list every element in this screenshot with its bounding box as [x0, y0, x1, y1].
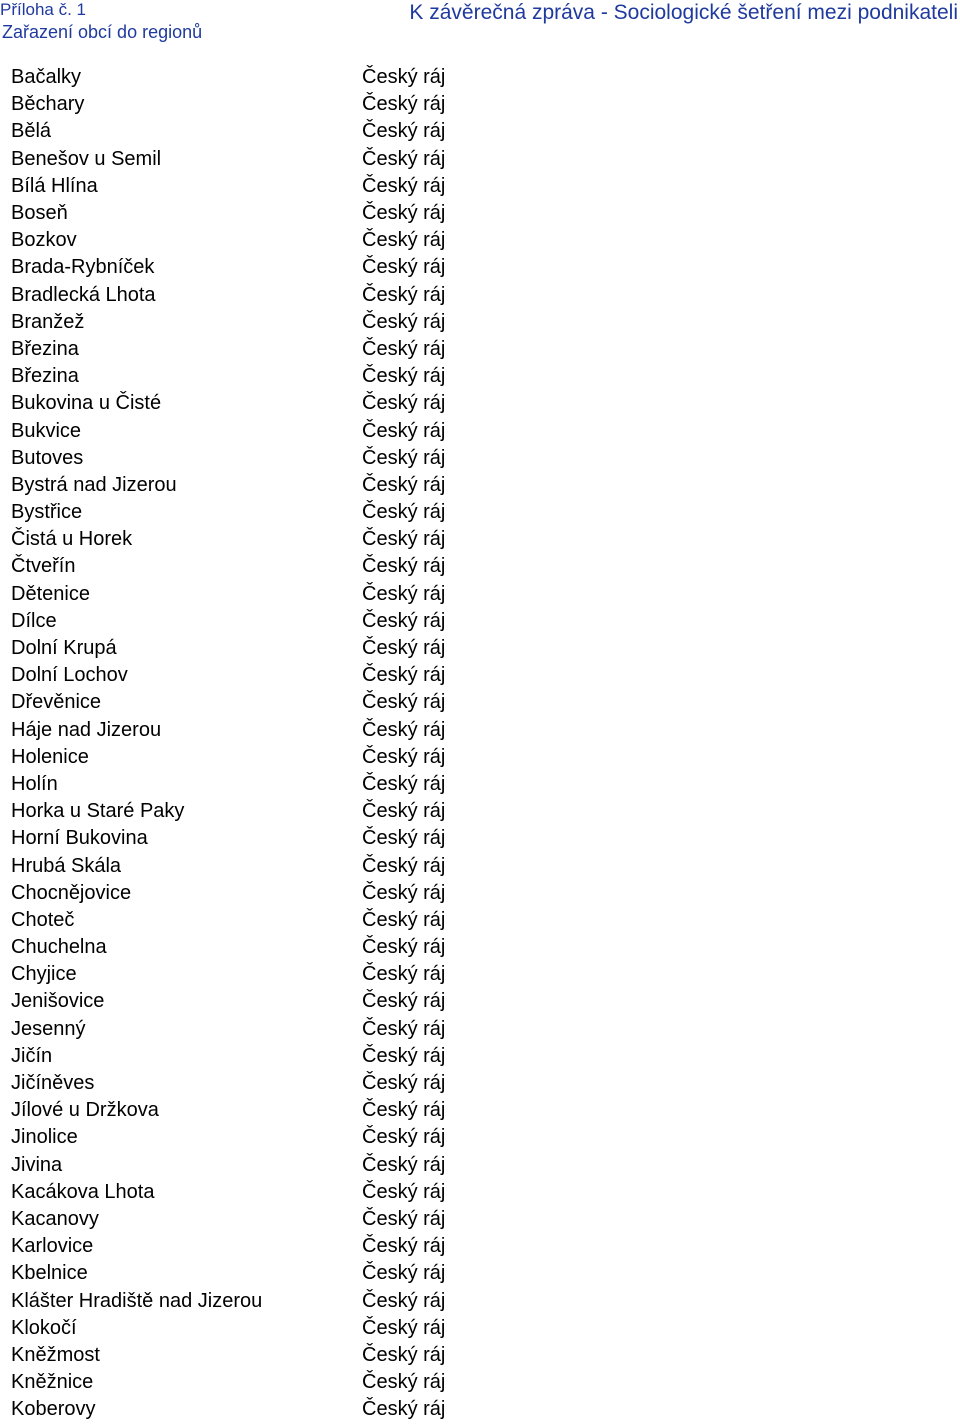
- municipality-cell: Bělá: [11, 120, 52, 143]
- region-cell: Český ráj: [362, 582, 446, 605]
- table-row: [0, 1016, 960, 1043]
- table-row: [0, 825, 960, 852]
- region-cell: Český ráj: [362, 936, 446, 959]
- municipality-cell: Háje nad Jizerou: [11, 718, 162, 741]
- table-row: [0, 64, 960, 91]
- region-cell: Český ráj: [362, 174, 446, 197]
- municipality-cell: Chyjice: [11, 963, 77, 986]
- municipality-cell: Bílá Hlína: [11, 174, 98, 197]
- region-cell: Český ráj: [362, 854, 446, 877]
- table-row: [0, 227, 960, 254]
- table-row: [0, 1287, 960, 1314]
- table-row: [0, 200, 960, 227]
- page-header: [0, 0, 960, 46]
- municipality-cell: Karlovice: [11, 1235, 94, 1258]
- region-cell: Český ráj: [362, 827, 446, 850]
- municipality-cell: Kněžmost: [11, 1343, 100, 1366]
- municipality-cell: Butoves: [11, 446, 84, 469]
- municipality-cell: Dřevěnice: [11, 691, 102, 714]
- municipality-cell: Boseň: [11, 202, 68, 225]
- table-row: [0, 1070, 960, 1097]
- region-cell: Český ráj: [362, 664, 446, 687]
- region-cell: Český ráj: [362, 1153, 446, 1176]
- table-row: [0, 988, 960, 1015]
- table-row: [0, 717, 960, 744]
- municipality-cell: Kacákova Lhota: [11, 1180, 155, 1203]
- region-cell: Český ráj: [362, 1262, 446, 1285]
- table-row: [0, 363, 960, 390]
- table-row: [0, 934, 960, 961]
- table-row: [0, 961, 960, 988]
- report-title: K závěrečná zpráva - Sociologické šetření mezi podnikateli: [409, 1, 958, 24]
- region-cell: Český ráj: [362, 1235, 446, 1258]
- region-cell: Český ráj: [362, 147, 446, 170]
- municipality-cell: Kněžnice: [11, 1371, 94, 1394]
- table-row: [0, 445, 960, 472]
- region-cell: Český ráj: [362, 1343, 446, 1366]
- municipality-cell: Jičín: [11, 1044, 53, 1067]
- region-cell: Český ráj: [362, 1316, 446, 1339]
- region-cell: Český ráj: [362, 1371, 446, 1394]
- table-row: [0, 1315, 960, 1342]
- region-cell: Český ráj: [362, 392, 446, 415]
- attachment-label: Příloha č. 1: [0, 0, 86, 19]
- table-row: [0, 771, 960, 798]
- table-row: [0, 1097, 960, 1124]
- page-subtitle: Zařazení obcí do regionů: [2, 22, 203, 42]
- table-row: [0, 1369, 960, 1396]
- table-row: [0, 1206, 960, 1233]
- municipality-cell: Benešov u Semil: [11, 147, 162, 170]
- region-cell: Český ráj: [362, 772, 446, 795]
- municipality-cell: Jílové u Držkova: [11, 1099, 159, 1122]
- region-cell: Český ráj: [362, 337, 446, 360]
- municipality-cell: Kbelnice: [11, 1262, 88, 1285]
- table-row: [0, 1152, 960, 1179]
- region-cell: Český ráj: [362, 1099, 446, 1122]
- table-row: [0, 744, 960, 771]
- region-cell: Český ráj: [362, 1017, 446, 1040]
- region-cell: Český ráj: [362, 800, 446, 823]
- municipality-cell: Kacanovy: [11, 1207, 99, 1230]
- table-row: [0, 499, 960, 526]
- region-cell: Český ráj: [362, 120, 446, 143]
- municipality-cell: Hrubá Skála: [11, 854, 122, 877]
- municipality-cell: Bukvice: [11, 419, 82, 442]
- region-cell: Český ráj: [362, 1398, 446, 1421]
- region-cell: Český ráj: [362, 256, 446, 279]
- municipality-cell: Jinolice: [11, 1126, 78, 1149]
- table-row: [0, 1260, 960, 1287]
- table-row: [0, 662, 960, 689]
- region-cell: Český ráj: [362, 528, 446, 551]
- municipality-cell: Jenišovice: [11, 990, 105, 1013]
- region-cell: Český ráj: [362, 283, 446, 306]
- municipality-cell: Bukovina u Čisté: [11, 392, 162, 415]
- municipality-cell: Dolní Krupá: [11, 637, 117, 660]
- region-cell: Český ráj: [362, 990, 446, 1013]
- table-row: [0, 417, 960, 444]
- region-cell: Český ráj: [362, 93, 446, 116]
- municipality-cell: Bradlecká Lhota: [11, 283, 156, 306]
- municipality-cell: Jesenný: [11, 1017, 86, 1040]
- region-cell: Český ráj: [362, 365, 446, 388]
- municipality-cell: Holín: [11, 772, 58, 795]
- table-row: [0, 1124, 960, 1151]
- municipality-cell: Běchary: [11, 93, 85, 116]
- table-row: [0, 146, 960, 173]
- municipality-cell: Dílce: [11, 609, 57, 632]
- region-cell: Český ráj: [362, 1072, 446, 1095]
- municipality-cell: Brada-Rybníček: [11, 256, 155, 279]
- region-cell: Český ráj: [362, 501, 446, 524]
- region-cell: Český ráj: [362, 691, 446, 714]
- region-cell: Český ráj: [362, 609, 446, 632]
- municipality-cell: Horní Bukovina: [11, 827, 148, 850]
- region-cell: Český ráj: [362, 637, 446, 660]
- municipality-cell: Branžež: [11, 310, 85, 333]
- municipality-cell: Bystřice: [11, 501, 83, 524]
- municipality-cell: Bačalky: [11, 66, 82, 89]
- table-row: [0, 852, 960, 879]
- table-row: [0, 282, 960, 309]
- table-row: [0, 118, 960, 145]
- municipality-cell: Březina: [11, 365, 79, 388]
- region-cell: Český ráj: [362, 419, 446, 442]
- table-row: [0, 173, 960, 200]
- table-row: [0, 907, 960, 934]
- region-cell: Český ráj: [362, 229, 446, 252]
- municipality-cell: Dolní Lochov: [11, 664, 128, 687]
- municipality-cell: Čistá u Horek: [11, 528, 133, 551]
- region-cell: Český ráj: [362, 1180, 446, 1203]
- region-cell: Český ráj: [362, 908, 446, 931]
- region-cell: Český ráj: [362, 1289, 446, 1312]
- municipality-cell: Koberovy: [11, 1398, 96, 1421]
- table-row: [0, 1179, 960, 1206]
- municipality-cell: Choteč: [11, 908, 75, 931]
- table-row: [0, 254, 960, 281]
- region-cell: Český ráj: [362, 446, 446, 469]
- region-cell: Český ráj: [362, 1044, 446, 1067]
- region-cell: Český ráj: [362, 963, 446, 986]
- table-row: [0, 1342, 960, 1369]
- region-cell: Český ráj: [362, 1126, 446, 1149]
- municipality-cell: Klášter Hradiště nad Jizerou: [11, 1289, 263, 1312]
- municipality-cell: Chuchelna: [11, 936, 107, 959]
- table-row: [0, 472, 960, 499]
- region-cell: Český ráj: [362, 718, 446, 741]
- municipality-cell: Dětenice: [11, 582, 90, 605]
- municipality-cell: Bystrá nad Jizerou: [11, 473, 177, 496]
- table-row: [0, 1043, 960, 1070]
- municipality-cell: Březina: [11, 337, 79, 360]
- table-row: [0, 798, 960, 825]
- table-row: [0, 880, 960, 907]
- table-row: [0, 553, 960, 580]
- table-row: [0, 336, 960, 363]
- table-row: [0, 608, 960, 635]
- table-row: [0, 390, 960, 417]
- region-cell: Český ráj: [362, 1207, 446, 1230]
- table-row: [0, 635, 960, 662]
- table-row: [0, 1396, 960, 1423]
- table-row: [0, 526, 960, 553]
- table-row: [0, 309, 960, 336]
- region-cell: Český ráj: [362, 310, 446, 333]
- region-cell: Český ráj: [362, 66, 446, 89]
- municipality-cell: Jivina: [11, 1153, 63, 1176]
- table-row: [0, 581, 960, 608]
- region-cell: Český ráj: [362, 473, 446, 496]
- table-row: [0, 91, 960, 118]
- municipality-region-table: [0, 64, 960, 1423]
- region-cell: Český ráj: [362, 555, 446, 578]
- region-cell: Český ráj: [362, 202, 446, 225]
- municipality-cell: Klokočí: [11, 1316, 77, 1339]
- municipality-cell: Čtveřín: [11, 555, 76, 578]
- municipality-cell: Holenice: [11, 745, 89, 768]
- municipality-cell: Bozkov: [11, 229, 77, 252]
- table-row: [0, 1233, 960, 1260]
- region-cell: Český ráj: [362, 881, 446, 904]
- table-row: [0, 689, 960, 716]
- municipality-cell: Chocnějovice: [11, 881, 132, 904]
- region-cell: Český ráj: [362, 745, 446, 768]
- municipality-cell: Jičíněves: [11, 1072, 95, 1095]
- municipality-cell: Horka u Staré Paky: [11, 800, 185, 823]
